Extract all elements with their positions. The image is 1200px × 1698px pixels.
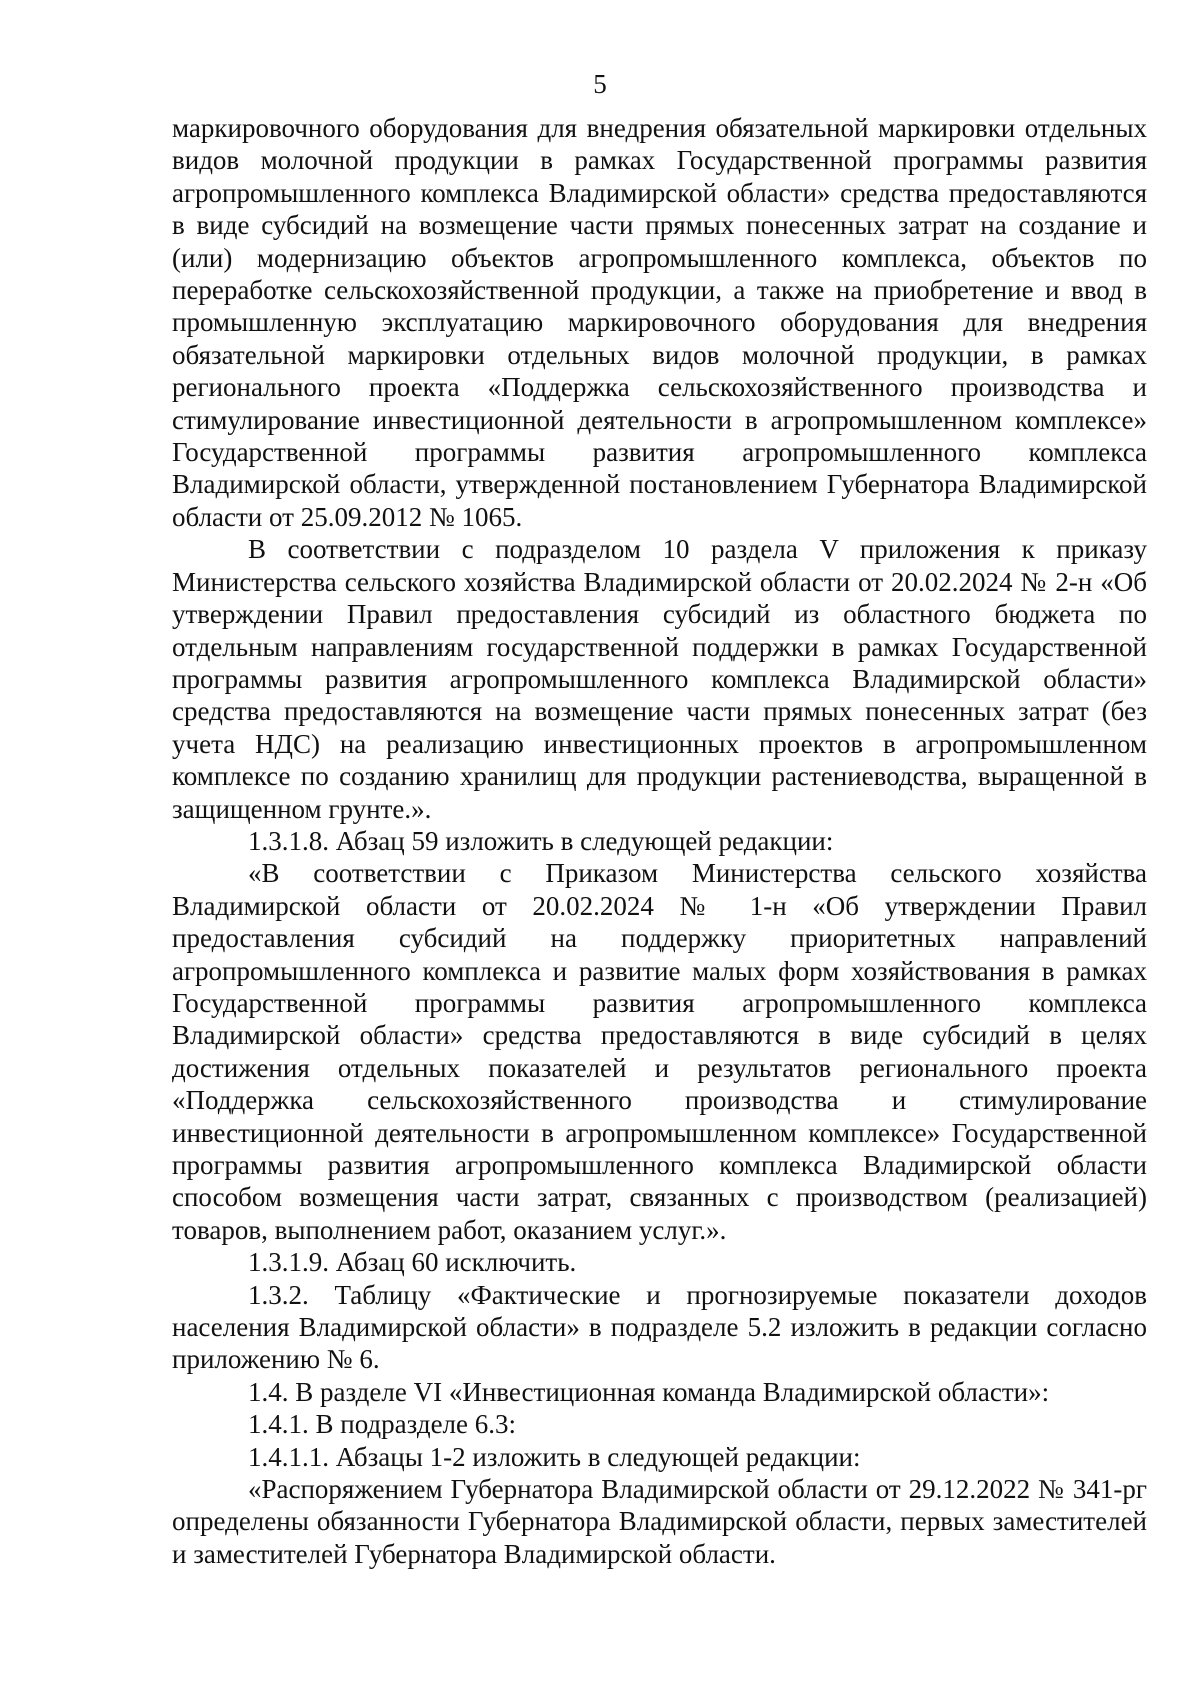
paragraph-subsection-10: В соответствии с подразделом 10 раздела V приложения к приказу Министерства сельского хозяйства Владимирской области от 20.02.2024 № 2-н «Об утверждении Правил предоставления субсидий из областного бюджета по отдельным направлениям государственной поддержки в рамках Государственной программы развития агропромышленного комплекса Владимирской области» средства предоставляются на возмещение части прямых понесенных затрат (без учета НДС) на реализацию инвестиционных проектов в агропромышленном комплексе по созданию хранилищ для продукции растениеводства, выращенной в защищенном грунте.». <box>172 534 1147 824</box>
paragraph-continuation: маркировочного оборудования для внедрения обязательной маркировки отдельных видов молочной продукции в рамках Государственной программы развития агропромышленного комплекса Владимирской области» средства предоставляются в виде субсидий на возмещение части прямых понесенных затрат на создание и (или) модернизацию объектов агропромышленного комплекса, объектов по переработке сельскохозяйственной продукции, а также на приобретение и ввод в промышленную эксплуатацию маркировочного оборудования для внедрения обязательной маркировки отдельных видов молочной продукции, в рамках регионального проекта «Поддержка сельскохозяйственного производства и стимулирование инвестиционной деятельности в агропромышленном комплексе» Государственной программы развития агропромышленного комплекса Владимирской области, утвержденной постановлением Губернатора Владимирской области от 25.09.2012 № 1065. <box>172 113 1147 532</box>
paragraph-quote-abzac-59: «В соответствии с Приказом Министерства сельского хозяйства Владимирской области от 20.02.2024 № 1-н «Об утверждении Правил предоставления субсидий на поддержку приоритетных направлений агропромышленного комплекса и развитие малых форм хозяйствования в рамках Государственной программы развития агропромышленного комплекса Владимирской области» средства предоставляются в виде субсидий в целях достижения отдельных показателей и результатов регионального проекта «Поддержка сельскохозяйственного производства и стимулирование инвестиционной деятельности в агропромышленном комплексе» Государственной программы развития агропромышленного комплекса Владимирской области способом возмещения части затрат, связанных с производством (реализацией) товаров, выполнением работ, оказанием услуг.». <box>172 858 1147 1245</box>
paragraph-item-1-3-1-9: 1.3.1.9. Абзац 60 исключить. <box>248 1247 577 1278</box>
paragraph-item-1-3-2: 1.3.2. Таблицу «Фактические и прогнозируемые показатели доходов населения Владимирской области» в подразделе 5.2 изложить в редакции согласно приложению № 6. <box>172 1279 1147 1375</box>
paragraph-item-1-4: 1.4. В разделе VI «Инвестиционная команда Владимирской области»: <box>248 1376 1050 1407</box>
document-body <box>172 112 1147 1570</box>
paragraph-item-1-4-1-1: 1.4.1.1. Абзацы 1-2 изложить в следующей редакции: <box>248 1441 861 1472</box>
paragraph-item-1-4-1: 1.4.1. В подразделе 6.3: <box>248 1409 517 1440</box>
paragraph-quote-order: «Распоряжением Губернатора Владимирской области от 29.12.2022 № 341-рг определены обязанности Губернатора Владимирской области, первых заместителей и заместителей Губернатора Владимирской области. <box>172 1474 1147 1569</box>
paragraph-item-1-3-1-8: 1.3.1.8. Абзац 59 изложить в следующей редакции: <box>248 825 834 856</box>
page-number: 5 <box>593 69 607 99</box>
